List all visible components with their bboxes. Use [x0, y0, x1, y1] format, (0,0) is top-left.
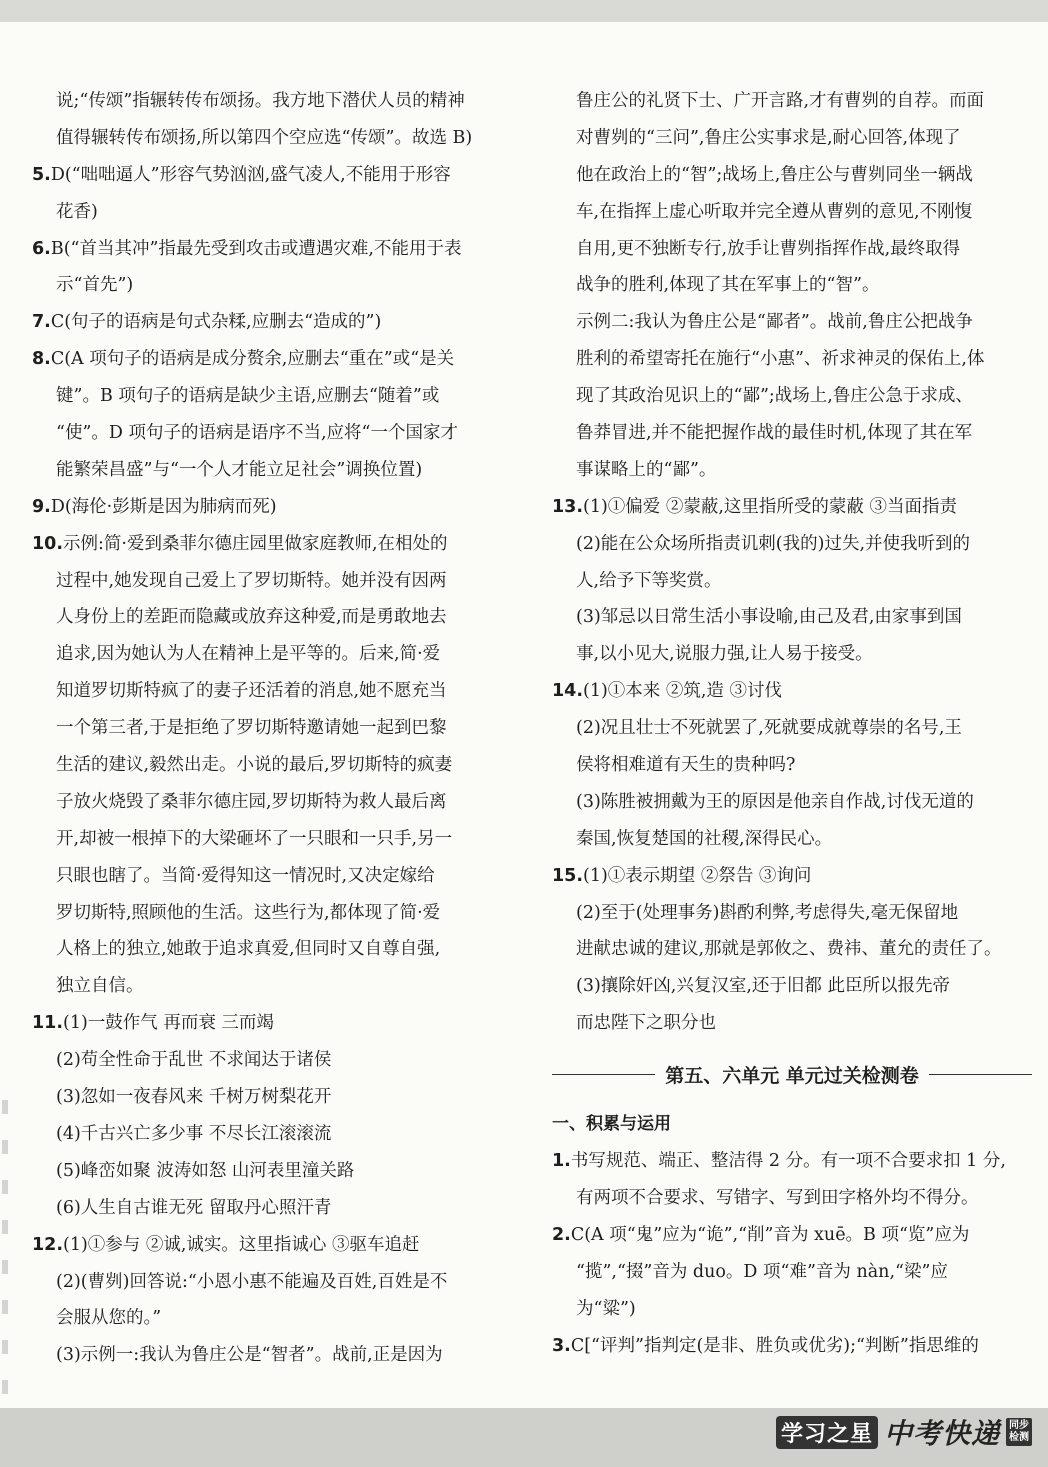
- text-line: [552, 1291, 1032, 1328]
- text-line: [32, 526, 512, 563]
- text-line: [552, 1217, 1032, 1254]
- line-text: 有两项不合要求、写错字、写到田字格外均不得分。: [576, 1187, 979, 1208]
- text-line: [32, 1116, 512, 1153]
- question-number: 8.: [32, 349, 51, 370]
- text-line: [552, 1143, 1032, 1180]
- text-line: [32, 378, 512, 415]
- top-margin-bar: [0, 0, 1048, 22]
- line-text: 过程中,她发现自己爱上了罗切斯特。她并没有因两: [56, 570, 447, 591]
- text-line: [552, 636, 1032, 673]
- line-text: C[“评判”指判定(是非、胜负或优劣);“判断”指思维的: [570, 1335, 979, 1356]
- text-line: [552, 821, 1032, 858]
- title-rule-left: [552, 1074, 655, 1075]
- text-line: [32, 1264, 512, 1301]
- text-line: [32, 341, 512, 378]
- question-number: 2.: [552, 1224, 571, 1245]
- text-line: [552, 489, 1032, 526]
- line-text: 独立自信。: [56, 976, 144, 997]
- question-number: 14.: [552, 681, 584, 702]
- text-line: [552, 747, 1032, 784]
- text-line: [32, 599, 512, 636]
- publisher-logo: [776, 1414, 1032, 1450]
- line-text: 而忠陛下之职分也: [576, 1013, 716, 1034]
- line-text: 胜利的希望寄托在施行“小惠”、祈求神灵的保佑上,体: [576, 349, 985, 370]
- line-text: 只眼也瞎了。当简·爱得知这一情况时,又决定嫁给: [56, 865, 435, 886]
- text-line: [32, 821, 512, 858]
- text-line: [552, 304, 1032, 341]
- text-line: [32, 267, 512, 304]
- text-line: [32, 895, 512, 932]
- question-number: 7.: [32, 312, 51, 333]
- text-line: [32, 1337, 512, 1374]
- right-column: [552, 83, 1032, 1364]
- question-number: 9.: [32, 496, 51, 517]
- question-number: 6.: [32, 238, 51, 259]
- text-line: [32, 1190, 512, 1227]
- line-text: 进献忠诚的建议,那就是郭攸之、费祎、董允的责任了。: [576, 939, 1002, 960]
- question-number: 5.: [32, 164, 51, 185]
- line-text: C(句子的语病是句式杂糅,应删去“造成的”): [50, 312, 382, 333]
- brand-name-right: 中考快递: [884, 1417, 1001, 1450]
- text-line: [32, 304, 512, 341]
- text-line: [32, 194, 512, 231]
- line-text: 示例二:我认为鲁庄公是“鄙者”。战前,鲁庄公把战争: [576, 312, 973, 333]
- line-text: 说;“传颂”指辗转传布颂扬。我方地下潜伏人员的精神: [56, 91, 465, 111]
- brand-tag: 同步检测: [1006, 1418, 1032, 1446]
- line-text: 值得辗转传布颂扬,所以第四个空应选“传颂”。故选 B): [56, 127, 473, 148]
- text-line: [32, 858, 512, 895]
- text-line: [552, 710, 1032, 747]
- text-line: [552, 599, 1032, 636]
- line-text: 开,却被一根掉下的大梁砸坏了一只眼和一只手,另一: [56, 828, 453, 849]
- line-text: 子放火烧毁了桑菲尔德庄园,罗切斯特为救人最后离: [56, 791, 447, 812]
- line-text: 一个第三者,于是拒绝了罗切斯特邀请她一起到巴黎: [56, 718, 447, 739]
- text-line: [552, 858, 1032, 895]
- text-line: [32, 1300, 512, 1337]
- line-text: (2)况且壮士不死就罢了,死就要成就尊崇的名号,王: [576, 718, 962, 739]
- text-line: [32, 452, 512, 489]
- text-line: [552, 120, 1032, 157]
- text-line: [552, 895, 1032, 932]
- line-text: 示例:简·爱到桑菲尔德庄园里做家庭教师,在相处的: [63, 533, 448, 554]
- text-line: [32, 415, 512, 452]
- line-text: 事谋略上的“鄙”。: [576, 459, 717, 480]
- line-text: 事,以小见大,说服力强,让人易于接受。: [576, 644, 873, 665]
- line-text: 战争的胜利,体现了其在军事上的“智”。: [576, 275, 880, 296]
- line-text: 人,给予下等奖赏。: [576, 570, 722, 591]
- line-text: 会服从您的。”: [56, 1308, 162, 1329]
- text-line: [552, 968, 1032, 1005]
- text-line: [552, 673, 1032, 710]
- right-column-answers: [552, 83, 1032, 1042]
- line-text: “使”。D 项句子的语病是语序不当,应将“一个国家才: [56, 423, 458, 444]
- question-number: 10.: [32, 533, 64, 554]
- line-text: 花香): [56, 201, 98, 222]
- line-text: (4)千古兴亡多少事 不尽长江滚滚流: [56, 1123, 332, 1144]
- text-line: [32, 931, 512, 968]
- line-text: 自用,更不独断专行,放手让曹刿指挥作战,最终取得: [576, 238, 961, 259]
- text-line: [552, 1005, 1032, 1042]
- line-text: 车,在指挥上虚心听取并完全遵从曹刿的意见,不刚愎: [576, 201, 973, 222]
- text-line: [552, 526, 1032, 563]
- text-line: [32, 1227, 512, 1264]
- text-line: [552, 231, 1032, 268]
- text-line: [32, 1079, 512, 1116]
- question-number: 1.: [552, 1151, 571, 1172]
- line-text: 侯将相难道有天生的贵种吗?: [576, 755, 796, 776]
- line-text: 为“粱”): [576, 1298, 636, 1319]
- question-number: 13.: [552, 496, 584, 517]
- text-line: [552, 194, 1032, 231]
- text-line: [32, 968, 512, 1005]
- text-line: [552, 267, 1032, 304]
- title-rule-right: [929, 1074, 1032, 1075]
- line-text: (2)至于(处理事务)斟酌利弊,考虑得失,毫无保留地: [576, 902, 959, 923]
- question-number: 11.: [32, 1013, 64, 1034]
- line-text: C(A 项句子的语病是成分赘余,应删去“重在”或“是关: [50, 349, 455, 370]
- line-text: 知道罗切斯特疯了的妻子还活着的消息,她不愿充当: [56, 681, 447, 702]
- text-line: [32, 673, 512, 710]
- line-text: 秦国,恢复楚国的社稷,深得民心。: [576, 828, 833, 849]
- line-text: 罗切斯特,照顾他的生活。这些行为,都体现了简·爱: [56, 902, 441, 923]
- text-line: [32, 1153, 512, 1190]
- text-line: [32, 784, 512, 821]
- text-line: [552, 1328, 1032, 1365]
- line-text: (3)忽如一夜春风来 千树万树梨花开: [56, 1087, 332, 1108]
- line-text: 键”。B 项句子的语病是缺少主语,应删去“随着”或: [56, 386, 440, 407]
- question-number: 15.: [552, 865, 584, 886]
- text-line: [32, 120, 512, 157]
- line-text: 鲁庄公的礼贤下士、广开言路,才有曹刿的自荐。而面: [576, 91, 985, 111]
- line-text: (3)攘除奸凶,兴复汉室,还于旧都 此臣所以报先帝: [576, 976, 950, 997]
- line-text: D(海伦·彭斯是因为肺病而死): [50, 496, 277, 517]
- text-line: [552, 83, 1032, 120]
- line-text: 鲁莽冒进,并不能把握作战的最佳时机,体现了其在军: [576, 423, 973, 444]
- line-text: 对曹刿的“三问”,鲁庄公实事求是,耐心回答,体现了: [576, 127, 961, 148]
- text-line: [552, 157, 1032, 194]
- text-line: [32, 1005, 512, 1042]
- section-title-text: 第五、六单元 单元过关检测卷: [665, 1064, 919, 1087]
- brand-name-left: 学习之星: [776, 1416, 878, 1449]
- binding-edge-marks: [0, 80, 12, 1380]
- text-line: [32, 157, 512, 194]
- line-text: (1)①偏爱 ②蒙蔽,这里指所受的蒙蔽 ③当面指责: [583, 496, 957, 517]
- line-text: 人格上的独立,她敢于追求真爱,但同时又自尊自强,: [56, 939, 441, 960]
- line-text: 示“首先”): [56, 275, 134, 296]
- line-text: (1)一鼓作气 再而衰 三而竭: [63, 1013, 274, 1034]
- text-line: [32, 1042, 512, 1079]
- question-number: 12.: [32, 1234, 64, 1255]
- line-text: “揽”,“掇”音为 duo。D 项“难”音为 nàn,“梁”应: [576, 1261, 948, 1282]
- left-column: [32, 83, 512, 1374]
- text-line: [552, 378, 1032, 415]
- text-line: [32, 563, 512, 600]
- text-line: [552, 1180, 1032, 1217]
- text-line: [552, 341, 1032, 378]
- line-text: 书写规范、端正、整洁得 2 分。有一项不合要求扣 1 分,: [570, 1151, 1006, 1172]
- line-text: (2)苟全性命于乱世 不求闻达于诸侯: [56, 1050, 332, 1071]
- line-text: D(“咄咄逼人”形容气势汹汹,盛气凌人,不能用于形容: [50, 164, 451, 185]
- question-number: 3.: [552, 1335, 571, 1356]
- line-text: C(A 项“鬼”应为“诡”,“削”音为 xuē。B 项“览”应为: [570, 1224, 970, 1245]
- line-text: (2)(曹刿)回答说:“小恩小惠不能遍及百姓,百姓是不: [56, 1271, 448, 1292]
- line-text: 他在政治上的“智”;战场上,鲁庄公与曹刿同坐一辆战: [576, 164, 973, 185]
- text-line: [552, 784, 1032, 821]
- text-line: [32, 231, 512, 268]
- text-line: [32, 83, 512, 120]
- section-subheading: 一、积累与运用: [552, 1114, 671, 1135]
- line-text: (3)示例一:我认为鲁庄公是“智者”。战前,正是因为: [56, 1345, 443, 1366]
- line-text: (1)①本来 ②筑,造 ③讨伐: [583, 681, 782, 702]
- line-text: 生活的建议,毅然出走。小说的最后,罗切斯特的疯妻: [56, 755, 453, 776]
- line-text: (1)①参与 ②诚,诚实。这里指诚心 ③驱车追赶: [63, 1234, 420, 1255]
- line-text: (6)人生自古谁无死 留取丹心照汗青: [56, 1197, 332, 1218]
- section-title: [552, 1052, 1032, 1096]
- text-line: [32, 710, 512, 747]
- line-text: (1)①表示期望 ②祭告 ③询问: [583, 865, 812, 886]
- text-line: [32, 636, 512, 673]
- line-text: (5)峰峦如聚 波涛如怒 山河表里潼关路: [56, 1160, 355, 1181]
- text-line: [552, 452, 1032, 489]
- text-line: [32, 747, 512, 784]
- right-column-section-answers: [552, 1143, 1032, 1364]
- line-text: 现了其政治见识上的“鄙”;战场上,鲁庄公急于求成、: [576, 386, 973, 407]
- text-line: [552, 415, 1032, 452]
- text-line: [552, 1254, 1032, 1291]
- line-text: 人身份上的差距而隐藏或放弃这种爱,而是勇敢地去: [56, 607, 447, 628]
- line-text: (3)陈胜被拥戴为王的原因是他亲自作战,讨伐无道的: [576, 791, 974, 812]
- line-text: 追求,因为她认为人在精神上是平等的。后来,简·爱: [56, 644, 441, 665]
- line-text: (3)邹忌以日常生活小事设喻,由己及君,由家事到国: [576, 607, 962, 628]
- text-line: [32, 489, 512, 526]
- text-line: [552, 563, 1032, 600]
- line-text: 能繁荣昌盛”与“一个人才能立足社会”调换位置): [56, 459, 423, 480]
- text-line: [552, 931, 1032, 968]
- line-text: (2)能在公众场所指责讥刺(我的)过失,并使我听到的: [576, 533, 971, 554]
- line-text: B(“首当其冲”指最先受到攻击或遭遇灾难,不能用于表: [50, 238, 462, 259]
